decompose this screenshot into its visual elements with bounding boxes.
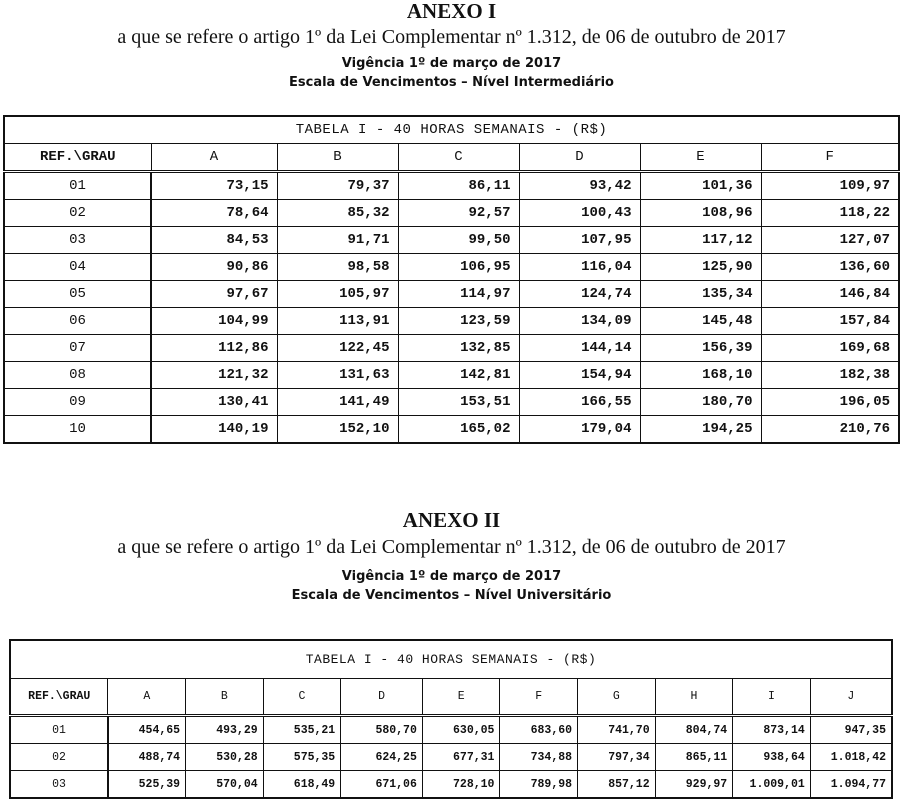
- ref-cell: 02: [10, 744, 108, 771]
- value-cell: 857,12: [578, 771, 656, 799]
- table-row: [4, 389, 899, 416]
- value-cell: 789,98: [500, 771, 578, 799]
- value-cell: 90,86: [151, 254, 277, 281]
- grau-header: E: [640, 144, 761, 172]
- value-cell: 873,14: [733, 716, 811, 744]
- ref-cell: 01: [10, 716, 108, 744]
- value-cell: 125,90: [640, 254, 761, 281]
- value-cell: 116,04: [519, 254, 640, 281]
- anexo-2-subtitle: a que se refere o artigo 1º da Lei Complementar nº 1.312, de 06 de outubro de 2017: [117, 536, 786, 558]
- value-cell: 488,74: [108, 744, 186, 771]
- value-cell: 93,42: [519, 172, 640, 200]
- value-cell: 169,68: [761, 335, 899, 362]
- anexo-1-table: [3, 115, 900, 444]
- value-cell: 797,34: [578, 744, 656, 771]
- anexo-2-escala: Escala de Vencimentos – Nível Universitário: [291, 588, 612, 603]
- ref-cell: 03: [10, 771, 108, 799]
- anexo-2-vigencia: Vigência 1º de março de 2017: [341, 569, 562, 584]
- grau-header: C: [263, 679, 341, 716]
- value-cell: 132,85: [398, 335, 519, 362]
- value-cell: 525,39: [108, 771, 186, 799]
- value-cell: 1.018,42: [810, 744, 892, 771]
- value-cell: 91,71: [277, 227, 398, 254]
- value-cell: 73,15: [151, 172, 277, 200]
- value-cell: 136,60: [761, 254, 899, 281]
- ref-cell: 08: [4, 362, 151, 389]
- value-cell: 194,25: [640, 416, 761, 444]
- value-cell: 109,97: [761, 172, 899, 200]
- table-header-row: [4, 144, 899, 172]
- value-cell: 112,86: [151, 335, 277, 362]
- value-cell: 84,53: [151, 227, 277, 254]
- value-cell: 113,91: [277, 308, 398, 335]
- value-cell: 134,09: [519, 308, 640, 335]
- value-cell: 728,10: [422, 771, 500, 799]
- value-cell: 142,81: [398, 362, 519, 389]
- value-cell: 570,04: [186, 771, 264, 799]
- value-cell: 146,84: [761, 281, 899, 308]
- value-cell: 141,49: [277, 389, 398, 416]
- value-cell: 105,97: [277, 281, 398, 308]
- value-cell: 144,14: [519, 335, 640, 362]
- value-cell: 154,94: [519, 362, 640, 389]
- ref-cell: 02: [4, 200, 151, 227]
- table-row: [4, 362, 899, 389]
- value-cell: 122,45: [277, 335, 398, 362]
- anexo-1-subtitle: a que se refere o artigo 1º da Lei Complementar nº 1.312, de 06 de outubro de 2017: [117, 26, 786, 48]
- value-cell: 117,12: [640, 227, 761, 254]
- ref-cell: 06: [4, 308, 151, 335]
- table-row: [4, 200, 899, 227]
- table-row: [10, 771, 892, 799]
- value-cell: 618,49: [263, 771, 341, 799]
- value-cell: 182,38: [761, 362, 899, 389]
- table-row: [4, 254, 899, 281]
- grau-header: B: [277, 144, 398, 172]
- value-cell: 108,96: [640, 200, 761, 227]
- value-cell: 804,74: [655, 716, 733, 744]
- ref-cell: 03: [4, 227, 151, 254]
- table-row: [4, 308, 899, 335]
- value-cell: 196,05: [761, 389, 899, 416]
- ref-cell: 01: [4, 172, 151, 200]
- value-cell: 79,37: [277, 172, 398, 200]
- value-cell: 210,76: [761, 416, 899, 444]
- value-cell: 156,39: [640, 335, 761, 362]
- value-cell: 140,19: [151, 416, 277, 444]
- anexo-2-title: ANEXO II: [402, 508, 501, 532]
- table-caption: TABELA I - 40 HORAS SEMANAIS - (R$): [10, 640, 892, 679]
- value-cell: 98,58: [277, 254, 398, 281]
- value-cell: 179,04: [519, 416, 640, 444]
- anexo-1-escala: Escala de Vencimentos – Nível Intermediário: [289, 75, 614, 90]
- value-cell: 454,65: [108, 716, 186, 744]
- value-cell: 947,35: [810, 716, 892, 744]
- anexo-2-table: [9, 639, 893, 799]
- table-row: [4, 281, 899, 308]
- value-cell: 99,50: [398, 227, 519, 254]
- ref-cell: 09: [4, 389, 151, 416]
- value-cell: 130,41: [151, 389, 277, 416]
- ref-cell: 05: [4, 281, 151, 308]
- value-cell: 97,67: [151, 281, 277, 308]
- ref-cell: 10: [4, 416, 151, 444]
- table-row: [4, 416, 899, 444]
- value-cell: 630,05: [422, 716, 500, 744]
- value-cell: 575,35: [263, 744, 341, 771]
- grau-header: H: [655, 679, 733, 716]
- grau-header: C: [398, 144, 519, 172]
- anexo-1-vigencia: Vigência 1º de março de 2017: [341, 56, 562, 71]
- grau-header: J: [810, 679, 892, 716]
- value-cell: 1.094,77: [810, 771, 892, 799]
- table-row: [4, 335, 899, 362]
- value-cell: 741,70: [578, 716, 656, 744]
- value-cell: 530,28: [186, 744, 264, 771]
- value-cell: 929,97: [655, 771, 733, 799]
- value-cell: 677,31: [422, 744, 500, 771]
- grau-header: B: [186, 679, 264, 716]
- ref-cell: 07: [4, 335, 151, 362]
- anexo-2-header: [0, 509, 903, 605]
- table-row: [10, 744, 892, 771]
- table-row: [4, 172, 899, 200]
- value-cell: 106,95: [398, 254, 519, 281]
- grau-header: D: [519, 144, 640, 172]
- value-cell: 671,06: [341, 771, 423, 799]
- value-cell: 493,29: [186, 716, 264, 744]
- value-cell: 168,10: [640, 362, 761, 389]
- value-cell: 938,64: [733, 744, 811, 771]
- value-cell: 85,32: [277, 200, 398, 227]
- anexo-1-header: [0, 0, 903, 92]
- value-cell: 683,60: [500, 716, 578, 744]
- anexo-1-title: ANEXO I: [406, 0, 497, 23]
- value-cell: 123,59: [398, 308, 519, 335]
- value-cell: 114,97: [398, 281, 519, 308]
- value-cell: 104,99: [151, 308, 277, 335]
- value-cell: 734,88: [500, 744, 578, 771]
- value-cell: 135,34: [640, 281, 761, 308]
- value-cell: 145,48: [640, 308, 761, 335]
- value-cell: 535,21: [263, 716, 341, 744]
- table-row: [4, 227, 899, 254]
- value-cell: 127,07: [761, 227, 899, 254]
- ref-grau-header: REF.\GRAU: [10, 679, 108, 716]
- grau-header: F: [761, 144, 899, 172]
- grau-header: D: [341, 679, 423, 716]
- ref-cell: 04: [4, 254, 151, 281]
- value-cell: 100,43: [519, 200, 640, 227]
- table-caption: TABELA I - 40 HORAS SEMANAIS - (R$): [4, 116, 899, 144]
- value-cell: 131,63: [277, 362, 398, 389]
- grau-header: F: [500, 679, 578, 716]
- value-cell: 101,36: [640, 172, 761, 200]
- ref-grau-header: REF.\GRAU: [4, 144, 151, 172]
- value-cell: 180,70: [640, 389, 761, 416]
- value-cell: 92,57: [398, 200, 519, 227]
- value-cell: 865,11: [655, 744, 733, 771]
- value-cell: 580,70: [341, 716, 423, 744]
- value-cell: 121,32: [151, 362, 277, 389]
- grau-header: A: [108, 679, 186, 716]
- value-cell: 1.009,01: [733, 771, 811, 799]
- value-cell: 152,10: [277, 416, 398, 444]
- grau-header: E: [422, 679, 500, 716]
- grau-header: I: [733, 679, 811, 716]
- value-cell: 157,84: [761, 308, 899, 335]
- value-cell: 86,11: [398, 172, 519, 200]
- value-cell: 78,64: [151, 200, 277, 227]
- value-cell: 118,22: [761, 200, 899, 227]
- table-header-row: [10, 679, 892, 716]
- value-cell: 165,02: [398, 416, 519, 444]
- value-cell: 124,74: [519, 281, 640, 308]
- table-row: [10, 716, 892, 744]
- grau-header: A: [151, 144, 277, 172]
- value-cell: 107,95: [519, 227, 640, 254]
- value-cell: 166,55: [519, 389, 640, 416]
- value-cell: 153,51: [398, 389, 519, 416]
- grau-header: G: [578, 679, 656, 716]
- value-cell: 624,25: [341, 744, 423, 771]
